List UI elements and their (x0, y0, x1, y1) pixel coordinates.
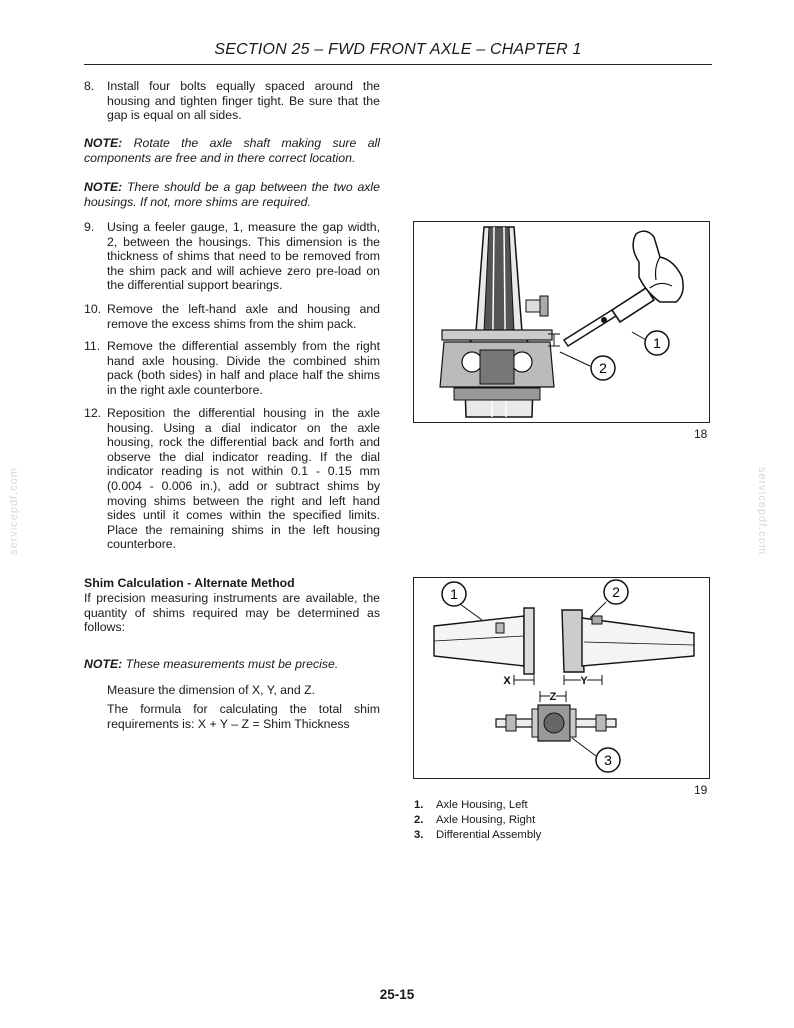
note-text: These measurements must be precise. (122, 657, 339, 671)
legend-text: Differential Assembly (436, 829, 542, 841)
note-gap (84, 180, 380, 209)
legend-number: 1. (414, 799, 424, 811)
legend-number: 2. (414, 814, 424, 826)
figure-18-number: 18 (694, 427, 708, 441)
legend-text: Axle Housing, Right (436, 814, 536, 826)
watermark-right: servicepdf.com (755, 467, 768, 555)
note-label: NOTE: (84, 657, 123, 671)
step-text: Install four bolts equally spaced around the housing and tighten finger tight. Be sure that the gap is equal on all sides. (107, 79, 380, 123)
callout-1: 1 (653, 335, 661, 351)
legend-item (414, 828, 541, 843)
figure-19-illustration (414, 578, 709, 778)
step-number: 12. (84, 406, 102, 420)
step-number: 9. (84, 220, 95, 234)
step-8 (84, 79, 380, 123)
page-number: 25-15 (379, 987, 415, 1002)
legend-number: 3. (414, 829, 424, 841)
step-12 (84, 406, 380, 552)
callout-1: 1 (450, 586, 458, 602)
formula-text: The formula for calculating the total shim requirements is: X + Y – Z = Shim Thickness (107, 702, 380, 731)
note-precise (84, 657, 380, 672)
note-text: Rotate the axle shaft making sure all components are free and in there correct location. (84, 136, 380, 165)
alt-method-heading: Shim Calculation - Alternate Method (84, 576, 295, 590)
step-number: 8. (84, 79, 95, 93)
step-9 (84, 220, 380, 293)
dim-label-z: Z (549, 691, 557, 703)
step-text: Remove the left-hand axle and housing and remove the excess shims from the shim pack. (107, 302, 380, 331)
section-header: SECTION 25 – FWD FRONT AXLE – CHAPTER 1 (214, 41, 582, 58)
step-number: 10. (84, 302, 102, 316)
callout-3: 3 (604, 752, 612, 768)
step-text: Remove the differential assembly from the right hand axle housing. Divide the combined shim pack (both sides) in half and place half the shims in the right axle counterbore. (107, 339, 380, 397)
alt-method-intro: If precision measuring instruments are available, the quantity of shims required may be determined as follows: (84, 591, 380, 635)
callout-2: 2 (599, 360, 607, 376)
step-text: Reposition the differential housing in the axle housing. Using a dial indicator on the axle housing, rock the differential back and forth and observe the dial indicator reading. If the dial indicator reading is not within 0.1 - 0.15 mm (0.004 - 0.006 in.), add or subtract shims by moving shims between the right and left hand sides until it comes within the specified limits. Place the remaining shims in the left housing counterbore. (107, 406, 380, 552)
step-number: 11. (84, 339, 101, 353)
note-label: NOTE: (84, 180, 123, 194)
figure-18-illustration (414, 222, 709, 422)
header-rule (84, 64, 712, 65)
legend-item (414, 813, 535, 828)
dim-label-y: Y (580, 675, 588, 687)
figure-18-frame (413, 221, 710, 423)
callout-2: 2 (612, 584, 620, 600)
step-11 (84, 339, 380, 397)
legend-text: Axle Housing, Left (436, 799, 528, 811)
note-label: NOTE: (84, 136, 123, 150)
step-text: Using a feeler gauge, 1, measure the gap width, 2, between the housings. This dimension is the thickness of shims that need to be removed from the shim pack and will achieve zero pre-load on the differential support bearings. (107, 220, 380, 293)
watermark-left: servicepdf.com (7, 467, 20, 555)
measure-instruction: Measure the dimension of X, Y, and Z. (107, 683, 316, 697)
note-text: There should be a gap between the two axle housings. If not, more shims are required. (84, 180, 380, 209)
note-rotate-shaft (84, 136, 380, 165)
figure-19-number: 19 (694, 783, 708, 797)
step-10 (84, 302, 380, 331)
figure-19-frame (413, 577, 710, 779)
legend-item (414, 798, 528, 813)
dim-label-x: X (503, 675, 511, 687)
